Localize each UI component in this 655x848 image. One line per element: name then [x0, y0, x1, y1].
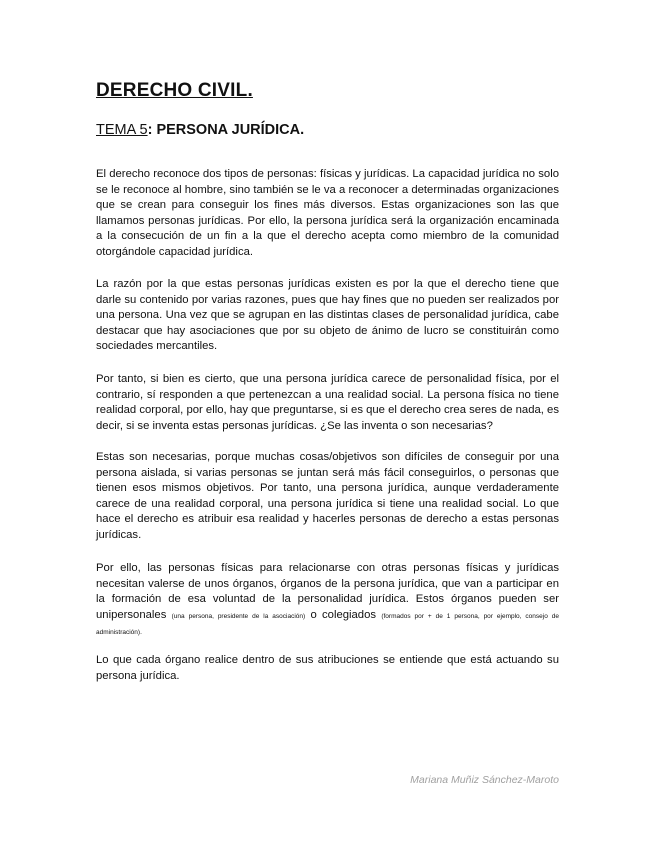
- paragraph-5-text-b: o colegiados: [305, 608, 382, 621]
- paragraph-5-note-colegiados: (formados por + de 1 persona, por ejemplo, consejo de administración).: [96, 612, 559, 637]
- paragraph-1: El derecho reconoce dos tipos de personas: físicas y jurídicas. La capacidad jurídica no solo se le reconoce al hombre, sino también se le va a reconocer a determinadas organizaciones que se crean para conseguir los fines más diversos. Estas organizaciones son las que llamamos personas jurídicas. Por ello, la persona jurídica será la organización encaminada a la consecución de un fin a la que el derecho acepta como miembro de la comunidad otorgándole capacidad jurídica.: [96, 168, 559, 258]
- paragraph-2: La razón por la que estas personas jurídicas existen es por la que el derecho tiene que darle su contenido por varias razones, pues que hay fines que no pueden ser realizados por una persona. Una vez que se agrupan en las distintas clases de personalidad jurídica, cabe destacar que hay asociaciones que por su objeto de ánimo de lucro se constituirán como sociedades mercantiles.: [96, 278, 559, 353]
- paragraph-5-note-unipersonales: (una persona, presidente de la asociación): [171, 612, 306, 620]
- paragraph-6: Lo que cada órgano realice dentro de sus atribuciones se entiende que está actuando su persona jurídica.: [96, 654, 559, 682]
- paragraph-5-text-a: Por ello, las personas físicas para relacionarse con otras personas físicas y jurídicas necesitan valerse de unos órganos, órganos de la persona jurídica, que van a participar en la formación de esa voluntad de la personalidad jurídica. Estos órganos pueden ser unipersonales: [96, 562, 559, 621]
- topic-heading: [96, 122, 304, 138]
- paragraph-3: Por tanto, si bien es cierto, que una persona jurídica carece de personalidad física, por el contrario, sí responden a que pertenezcan a una realidad social. La persona física no tiene realidad corporal, por ello, hay que preguntarse, si es que el derecho crea seres de nada, es decir, si se inventa estas personas jurídicas. ¿Se las inventa o son necesarias?: [96, 373, 559, 432]
- paragraph-5: [96, 561, 559, 641]
- footer-author: Mariana Muñiz Sánchez-Maroto: [410, 774, 559, 786]
- topic-colon: :: [147, 122, 153, 138]
- document-title: DERECHO CIVIL.: [96, 80, 253, 101]
- topic-title: PERSONA JURÍDICA.: [152, 122, 305, 138]
- paragraph-4: Estas son necesarias, porque muchas cosas/objetivos son difíciles de conseguir por una persona aislada, si varias personas se juntan será más fácil conseguirlos, o personas que tienen esos mismos objetivos. Por tanto, una persona jurídica, aunque verdaderamente carece de una realidad corporal, una persona jurídica si tiene una realidad social. Lo que hace el derecho es atribuir esa realidad y hacerles personas de derecho a estas personas jurídicas.: [96, 451, 559, 541]
- topic-label: TEMA 5: [96, 122, 148, 138]
